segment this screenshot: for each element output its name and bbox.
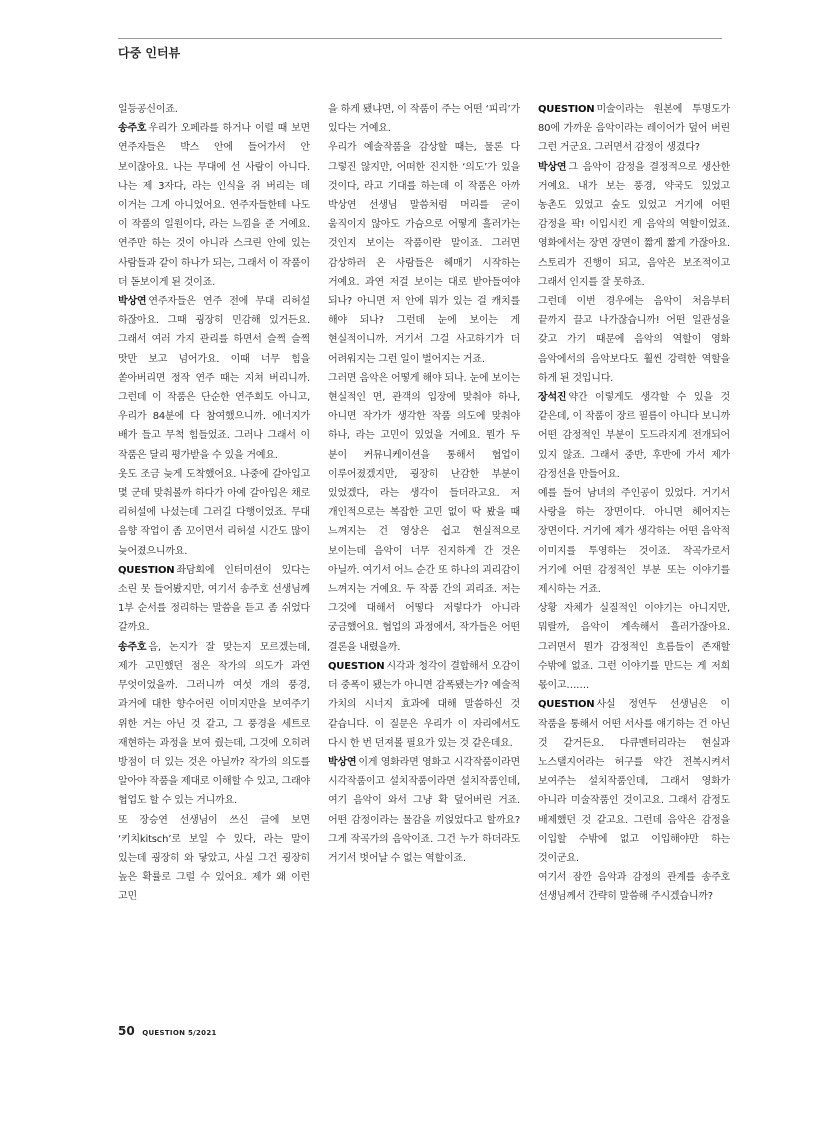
paragraph [328, 657, 520, 753]
paragraph [328, 100, 520, 138]
paragraph-text: 상황 자체가 실질적인 이야기는 아니지만, 뭐랄까, 음악이 계속해서 흘러가잖아요. 그러면서 뭔가 감정적인 흐름들이 존재할 수밖에 없죠. 그런 이야기를 만드는 게 저희 몫이고……. [538, 603, 730, 692]
paragraph [118, 292, 310, 465]
paragraph-text: 또 장승연 선생님이 쓰신 글에 보면 ‘키치kitsch’로 보일 수 있다, 라는 말이 있는데 굉장히 와 닿았고, 사실 그건 굉장히 높은 확률로 그럴 수 있어요. 제가 왜 이런 고민 [118, 814, 310, 903]
speaker-name: 송주호 [118, 123, 147, 135]
paragraph [118, 119, 310, 292]
paragraph-text: 옷도 조금 늦게 도착했어요. 나중에 갈아입고 몇 군데 맞춰볼까 하다가 아예 갈아입은 채로 리허설에 나섰는데 그러길 다행이었죠. 무대 음향 작업이 좀 꼬이면서 리허설 시간도 많이 늦어졌으니까요. [118, 468, 310, 557]
paragraph-text: 사실 정연두 선생님은 이 작품을 통해서 어떤 서사를 얘기하는 건 아닌 것 같거든요. 다큐멘터리라는 현실과 노스탤지어라는 허구를 약간 전복시켜서 보여주는 설치작품인데, 그래서 영화가 아니라 미술작품인 것이고요. 그래서 감정도 배제했던 것 같고요. 그런데 음악은 감정을 이입할 수밖에 없고 이입해야만 하는 것이군요. [538, 699, 730, 864]
speaker-name: QUESTION [538, 104, 595, 115]
paragraph [538, 158, 730, 292]
paragraph [118, 561, 310, 638]
paragraph-text: 이게 영화라면 영화고 시각작품이라면 시각작품이고 설치작품이라면 설치작품인데, 여기 음악이 와서 그냥 확 덮어버린 거죠. 어떤 감정이라는 물감을 끼얹었다고 할까요? 그게 작곡가의 음악이죠. 그건 누가 하더라도 거기서 벗어날 수 없는 역할이죠. [328, 756, 520, 864]
page-number: 50 [118, 1024, 135, 1038]
paragraph-text: 을 하게 됐냐면, 이 작품이 주는 어떤 ‘피리’가 있다는 거예요. [328, 104, 520, 135]
paragraph-text: 그러면 음악은 어떻게 해야 되나. 눈에 보이는 현실적인 면, 관객의 입장에 맞춰야 하나, 아니면 작가가 생각한 작품 의도에 맞춰야 하나, 라는 고민이 있었을 거예요. 뭔가 두 분이 커뮤니케이션을 통해서 협업이 이루어졌겠지만, 굉장히 난감한 부분이 있었겠다, 라는 생각이 들더라고요. 저 개인적으로는 복잡한 고민 없이 딱 봤을 때 느껴지는 건 영상은 쉽고 현실적으로 보이는데 음악이 너무 진지하게 간 것은 아닐까. 여기서 어느 순간 또 하나의 괴리감이 느껴지는 거예요. 두 작품 간의 괴리죠. 저는 그것에 대해서 어떻다 저렇다가 아니라 궁금했어요. 협업의 과정에서, 작가들은 어떤 결론을 내렸을까. [328, 372, 520, 653]
paragraph [538, 100, 730, 158]
paragraph [538, 484, 730, 599]
speaker-name: QUESTION [538, 699, 595, 711]
paragraph [118, 638, 310, 811]
speaker-name: 장석진 [538, 392, 567, 404]
speaker-name: 송주호 [118, 641, 147, 653]
paragraph-text: 그런데 이번 경우에는 음악이 처음부터 끝까지 끌고 나가잖습니까! 어떤 일관성을 갖고 가기 때문에 음악의 역할이 영화 음악에서의 음악보다도 훨씬 강력한 역할을 하게 된 것입니다. [538, 296, 730, 384]
paragraph-text: 일등공신이죠. [118, 104, 178, 115]
paragraph-text: 미술이라는 원본에 투명도가 80에 가까운 음악이라는 레이어가 덮어 버린 그런 거군요. 그러면서 감정이 생겼다? [538, 104, 730, 154]
paragraph [118, 100, 310, 119]
header-rule [118, 38, 722, 39]
paragraph [118, 811, 310, 907]
paragraph [538, 388, 730, 484]
paragraph [328, 369, 520, 657]
paragraph-text: 그 음악이 감정을 결정적으로 생산한 거예요. 내가 보는 풍경, 약국도 있었고 농촌도 있었고 숲도 있었고 거기에 어떤 감정을 팍! 이입시킨 게 음악의 역할이었죠. 영화에서는 장면 장면이 짧게 짧게 가잖아요. 스토리가 진행이 되고, 음악은 보조적이고 그래서 인지를 잘 못하죠. [538, 161, 730, 288]
paragraph-text: 좌담회에 인터미션이 있다는 소린 못 들어봤지만, 여기서 송주호 선생님께 1부 순서를 정리하는 말씀을 듣고 좀 쉬었다 갈까요. [118, 564, 310, 634]
column-right [538, 100, 730, 907]
article-body [118, 100, 730, 907]
column-left [118, 100, 310, 907]
paragraph-text: 우리가 예술작품을 감상할 때는, 물론 다 그렇진 않지만, 어떠한 진지한 ‘의도’가 있을 것이다, 라고 기대를 하는데 이 작품은 아까 박상연 선생님 말씀처럼 머리를 굳이 움직이지 않아도 가슴으로 어떻게 흘러가는 것인지 보이는 작품이란 말이죠. 그러면 감상하러 온 사람들은 헤매기 시작하는 거예요. 과연 저걸 보이는 대로 받아들여야 되나? 아니면 저 안에 뭐가 있는 걸 캐치를 해야 되나? 그런데 눈에 보이는 게 현실적이니까. 거기서 그걸 사고하기가 더 어려워지는 그런 일이 벌어지는 거죠. [328, 142, 520, 365]
speaker-name: 박상연 [328, 756, 357, 768]
paragraph-text: 여기서 잠깐 음악과 감정의 관계를 송주호 선생님께서 간략히 말씀해 주시겠습니까? [538, 872, 730, 903]
speaker-name: 박상연 [538, 161, 567, 173]
paragraph [538, 292, 730, 388]
paragraph [538, 868, 730, 906]
speaker-name: QUESTION [118, 564, 175, 576]
paragraph-text: 음, 논지가 잘 맞는지 모르겠는데, 제가 고민했던 점은 작가의 의도가 과연 무엇이었을까. 그러니까 여섯 개의 풍경, 과거에 대한 향수어린 이미지만을 보여주기 위한 거는 아닌 것 같고, 그 풍경을 세트로 재현하는 과정을 보여 줬는데, 그것에 오히려 방점이 더 있는 것은 아닐까? 작가의 의도를 알아야 작품을 제대로 이해할 수 있고, 그래야 협업도 할 수 있는 거니까요. [118, 641, 310, 807]
paragraph [328, 753, 520, 868]
page-footer [118, 1024, 217, 1038]
paragraph-text: 시각과 청각이 결합해서 오감이 더 중폭이 됐는가 아니면 감폭됐는가? 예술적 가치의 시너지 효과에 대해 말씀하신 것 같습니다. 이 질문은 우리가 이 자리에서도 다시 한 번 던져볼 필요가 있는 것 같은데요. [328, 660, 520, 749]
column-middle [328, 100, 520, 907]
speaker-name: QUESTION [328, 660, 385, 672]
speaker-name: 박상연 [118, 296, 147, 308]
paragraph [538, 599, 730, 695]
paragraph-text: 우리가 오페라를 하거나 이럴 때 보면 연주자들은 박스 안에 들어가서 안 보이잖아요. 나는 무대에 선 사람이 아니다. 나는 제 3자다, 라는 인식을 쥐 버리는 데 이거는 그게 아니었어요. 연주자들한테 나도 이 작품의 일원이다, 라는 느낌을 준 거예요. 연주만 하는 것이 아니라 스크린 안에 있는 사람들과 같이 하나가 되는, 그래서 이 작품이 더 돋보이게 된 것이죠. [118, 123, 310, 288]
paragraph [328, 138, 520, 368]
paragraph-text: 예를 들어 남녀의 주인공이 있었다. 거기서 사랑을 하는 장면이다. 아니면 헤어지는 장면이다. 거기에 제가 생각하는 어떤 음악적 이미지를 투영하는 것이죠. 작곡가로서 거기에 어떤 감정적인 부분 또는 이야기를 제시하는 거죠. [538, 488, 730, 596]
section-title: 다중 인터뷰 [118, 46, 181, 60]
magazine-issue: QUESTION 5/2021 [142, 1029, 217, 1037]
paragraph [118, 465, 310, 561]
paragraph-text: 약간 이렇게도 생각할 수 있을 것 같은데, 이 작품이 장르 필름이 아니다 보니까 어떤 감정적인 부분이 도드라지게 전개되어 있지 않죠. 그래서 중반, 후반에 가서 제가 감정선을 만들어요. [538, 392, 730, 480]
paragraph [538, 695, 730, 868]
paragraph-text: 연주자들은 연주 전에 무대 리허설 하잖아요. 그때 굉장히 민감해 있거든요. 그래서 여러 가지 관리를 하면서 슬쩍 슬쩍 맛만 보고 넘어가요. 이때 너무 힘을 쏟아버리면 정작 연주 때는 지쳐 버리니까. 그런데 이 작품은 단순한 연주회도 아니고, 우리가 84분에 다 참여했으니까. 에너지가 배가 들고 무척 힘들었죠. 그러나 그래서 이 작품은 달리 평가받을 수 있을 거예요. [118, 296, 310, 461]
